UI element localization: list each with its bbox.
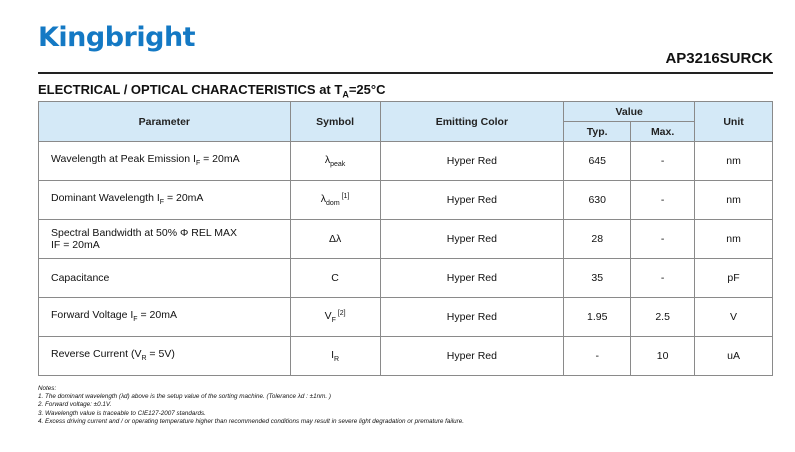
section-title: ELECTRICAL / OPTICAL CHARACTERISTICS at $T_A=25^\circ C$	[38, 82, 386, 100]
symbol-cell	[290, 337, 380, 376]
symbol-text: λ	[320, 193, 327, 205]
typ-cell: 35	[564, 259, 631, 298]
notes-heading: Notes:	[38, 385, 57, 392]
param-condition: IF = 20mA	[51, 239, 100, 251]
symbol-cell	[290, 259, 380, 298]
param-text: Capacitance	[51, 272, 110, 284]
symbol-note-ref: [1]	[339, 193, 350, 200]
param-cell	[39, 181, 291, 220]
table-row	[39, 259, 773, 298]
note-item: 3. Wavelength value is traceable to CIE127-2007 standards.	[38, 409, 206, 417]
header-max: Max.	[631, 122, 695, 142]
symbol-subscript: peak	[330, 161, 346, 168]
max-cell: -	[631, 220, 695, 259]
typ-cell: 1.95	[564, 298, 631, 337]
table-row	[39, 298, 773, 337]
typ-cell: 645	[564, 142, 631, 181]
unit-cell: uA	[695, 337, 773, 376]
symbol-text: V	[324, 310, 332, 322]
notes	[38, 385, 464, 426]
symbol-cell	[290, 220, 380, 259]
symbol-note-ref: [2]	[335, 310, 346, 317]
header-unit: Unit	[695, 102, 773, 142]
emitting-color-cell: Hyper Red	[380, 142, 564, 181]
max-cell: 10	[631, 337, 695, 376]
param-text: Wavelength at Peak Emission I	[51, 152, 196, 165]
part-number: AP3216SURCK	[665, 50, 773, 67]
header-typ: Typ.	[564, 122, 631, 142]
param-text-tail: = 20mA	[137, 308, 177, 321]
max-cell: -	[631, 181, 695, 220]
param-cell	[39, 259, 291, 298]
header-value: Value	[564, 102, 695, 122]
param-text: Reverse Current (V	[51, 347, 142, 360]
unit-cell: nm	[695, 142, 773, 181]
unit-cell: pF	[695, 259, 773, 298]
characteristics-table	[38, 101, 773, 376]
brand-logo: Kingbright	[38, 22, 196, 53]
max-cell: -	[631, 142, 695, 181]
header-divider	[38, 72, 773, 74]
symbol-cell	[290, 298, 380, 337]
param-text-tail: = 5V)	[146, 347, 175, 360]
table-row	[39, 142, 773, 181]
table-row	[39, 337, 773, 376]
typ-cell: -	[564, 337, 631, 376]
param-subscript: F	[159, 198, 165, 206]
param-text: Dominant Wavelength I	[51, 191, 160, 204]
unit-cell: nm	[695, 220, 773, 259]
max-cell: -	[631, 259, 695, 298]
note-item: 1. The dominant wavelength (λd) above is the setup value of the sorting machine. (Tolerance λd : ±1nm. )	[38, 393, 331, 401]
param-subscript: F	[195, 159, 201, 167]
param-subscript: F	[133, 315, 138, 323]
typ-cell: 28	[564, 220, 631, 259]
note-item: 4. Excess driving current and / or operating temperature higher than recommended conditions may result in severe light degradation or premature failure.	[38, 417, 464, 425]
max-cell: 2.5	[631, 298, 695, 337]
symbol-subscript: F	[331, 317, 336, 324]
note-item: 2. Forward voltage: ±0.1V.	[38, 401, 112, 409]
param-text-tail: = 20mA	[164, 191, 204, 204]
param-cell	[39, 220, 291, 259]
typ-cell: 630	[564, 181, 631, 220]
param-text: Spectral Bandwidth at 50% Φ REL MAX	[51, 227, 237, 239]
symbol-subscript: R	[334, 356, 340, 363]
header-emitting-color: Emitting Color	[380, 102, 564, 142]
header-parameter: Parameter	[39, 102, 291, 142]
param-cell	[39, 337, 291, 376]
param-text-tail: = 20mA	[200, 152, 240, 165]
emitting-color-cell: Hyper Red	[380, 220, 564, 259]
symbol-cell	[290, 142, 380, 181]
unit-cell: nm	[695, 181, 773, 220]
symbol-subscript: dom	[326, 200, 340, 207]
header-symbol: Symbol	[290, 102, 380, 142]
symbol-text: C	[331, 272, 339, 284]
table-row	[39, 181, 773, 220]
symbol-cell	[290, 181, 380, 220]
emitting-color-cell: Hyper Red	[380, 181, 564, 220]
param-subscript: R	[141, 354, 147, 362]
symbol-text: λ	[324, 154, 331, 166]
symbol-text: I	[331, 349, 335, 361]
table-row	[39, 220, 773, 259]
param-cell	[39, 298, 291, 337]
param-cell	[39, 142, 291, 181]
param-text: Forward Voltage I	[51, 308, 134, 321]
emitting-color-cell: Hyper Red	[380, 298, 564, 337]
unit-cell: V	[695, 298, 773, 337]
emitting-color-cell: Hyper Red	[380, 337, 564, 376]
emitting-color-cell: Hyper Red	[380, 259, 564, 298]
symbol-text: Δλ	[328, 233, 342, 245]
